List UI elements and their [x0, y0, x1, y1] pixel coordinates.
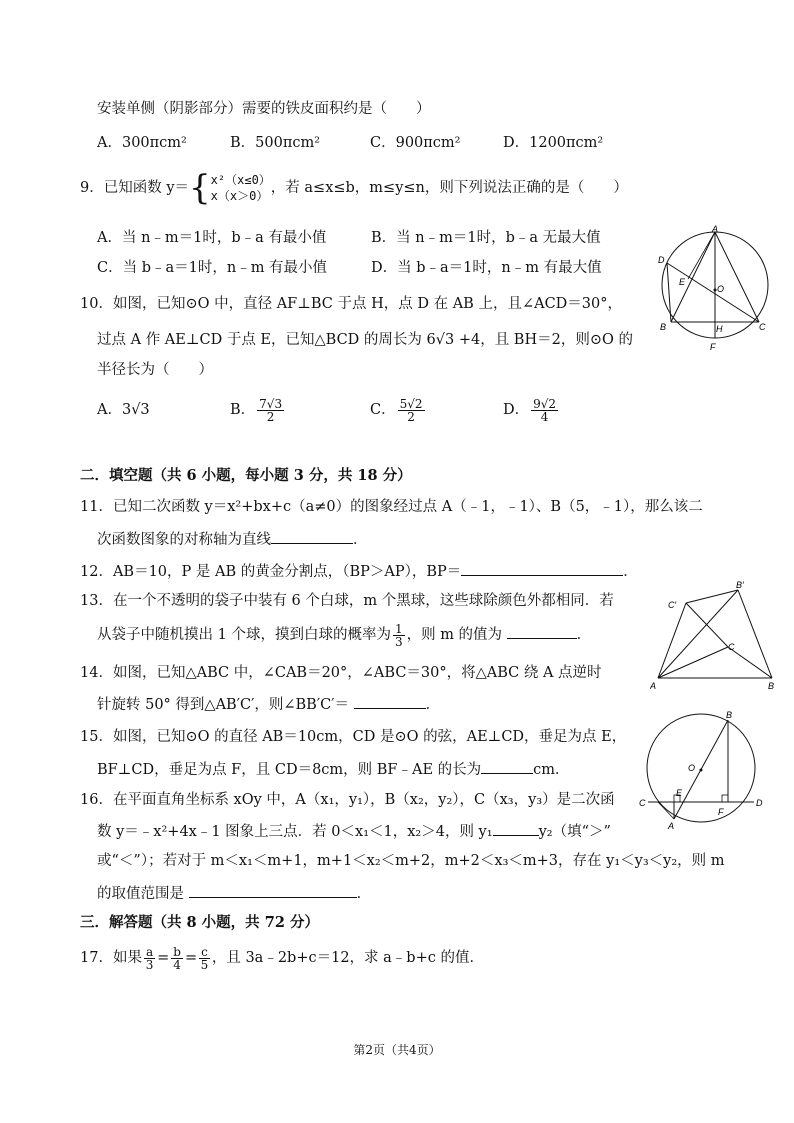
q11-line2-text: 次函数图象的对称轴为直线 — [97, 532, 271, 548]
q17-frac-b-den: 4 — [173, 957, 181, 972]
q15-line2 — [97, 758, 570, 780]
q9-piecewise — [211, 172, 271, 204]
q17-frac-c-num: c — [201, 944, 208, 959]
q10-fig-label-e: E — [679, 277, 686, 287]
q10-fig-label-b: B — [660, 322, 667, 332]
q10-fig-label-h: H — [716, 324, 723, 334]
q11-end: ． — [353, 532, 368, 548]
q9-brace: { — [189, 168, 211, 208]
q13-frac-den: 3 — [394, 634, 403, 649]
q16-line4 — [97, 882, 371, 904]
q14-line2-text: 针旋转 50° 得到△AB′C′，则∠BB′C′＝ — [97, 697, 350, 713]
q10-option-d-fraction — [531, 398, 558, 423]
q8-option-d: D．1200πcm² — [503, 135, 604, 151]
q15-line1: 15．如图，已知⊙O 的直径 AB＝10cm，CD 是⊙O 的弦，AE⊥CD，垂足为点 E， — [80, 729, 627, 745]
q13-line2 — [97, 618, 591, 652]
q13-end: ． — [576, 627, 592, 643]
q10-option-c-den: 2 — [407, 409, 415, 424]
q17-frac-a-den: 3 — [145, 957, 154, 972]
q10-option-a: A．3√3 — [97, 402, 150, 418]
q17-frac-c-den: 5 — [200, 957, 209, 972]
page-footer: 第2页（共4页） — [353, 1043, 441, 1057]
q16-end: ． — [356, 886, 372, 902]
q15-fig-label-b: B — [726, 710, 733, 720]
q8-option-b: B．500πcm² — [230, 135, 321, 151]
q16-line1: 16．在平面直角坐标系 xOy 中，A（x₁，y₁），B（x₂，y₂），C（x₃，y₃）是二次函 — [80, 792, 615, 808]
section-3-heading: 三．解答题（共 8 小题，共 72 分） — [80, 914, 319, 931]
q10-fig-label-f: F — [710, 342, 716, 352]
q16-line2a: 数 y＝﹣x²+4x﹣1 图象上三点．若 0＜x₁＜1，x₂＞4，则 y₁ — [97, 824, 493, 840]
q14-fig-label-c: C — [728, 642, 735, 652]
q9-stem-a: 9．已知函数 y＝ — [80, 180, 190, 196]
q8-option-c: C．900πcm² — [370, 135, 461, 151]
q10-option-c — [370, 390, 427, 430]
q17-frac-b — [171, 946, 183, 971]
q10-option-d-label: D． — [503, 402, 530, 418]
q9-piece2: x（x＞0） — [210, 189, 269, 203]
q14-line1: 14．如图，已知△ABC 中，∠CAB＝20°，∠ABC＝30°，将△ABC 绕 A 点逆时 — [80, 665, 602, 681]
q17-prefix: 17．如果 — [80, 950, 142, 966]
q17-line — [80, 940, 484, 976]
q9-option-c: C．当 b﹣a＝1时，n﹣m 有最小值 — [97, 260, 328, 276]
q15-fig-label-f: F — [718, 807, 724, 817]
q9-option-d: D．当 b﹣a＝1时，n﹣m 有最大值 — [371, 260, 602, 276]
q14-answer-blank[interactable] — [354, 693, 426, 709]
q15-line2b: cm． — [533, 762, 570, 778]
q10-fig-label-a: A — [712, 225, 719, 234]
q8-stem-tail: 安装单侧（阴影部分）需要的铁皮面积约是（ ） — [97, 101, 431, 117]
q15-fig-label-e: E — [676, 788, 683, 798]
q10-fig-label-d: D — [658, 255, 665, 265]
q10-option-c-num: 5√2 — [399, 396, 423, 411]
q14-fig-label-b: B — [768, 681, 775, 691]
q13-frac-num: 1 — [394, 621, 403, 636]
q17-eq1: = — [157, 950, 170, 966]
q10-option-d-den: 4 — [540, 409, 549, 424]
q10-line1: 10．如图，已知⊙O 中，直径 AF⊥BC 于点 H，点 D 在 AB 上，且∠ACD＝30°， — [80, 296, 622, 312]
q12-text: 12．AB＝10，P 是 AB 的黄金分割点，（BP＞AP），BP＝ — [80, 564, 462, 580]
q17-frac-a-num: a — [145, 944, 154, 959]
q15-fig-label-c: C — [639, 798, 646, 808]
section-2-heading: 二．填空题（共 6 小题，每小题 3 分，共 18 分） — [80, 467, 412, 484]
q17-frac-c — [199, 946, 210, 971]
q10-option-b-fraction — [257, 398, 284, 423]
q14-fig-label-cp: C′ — [668, 600, 677, 610]
q13-line2a: 从袋子中随机摸出 1 个球，摸到白球的概率为 — [97, 627, 391, 643]
q16-line2 — [97, 820, 611, 842]
q16-answer-blank-2[interactable] — [189, 882, 357, 898]
q10-option-b-den: 2 — [266, 409, 275, 424]
q9-option-b: B．当 n﹣m＝1时，b﹣a 无最大值 — [371, 230, 601, 246]
q14-fig-label-a: A — [650, 681, 657, 691]
q10-option-c-label: C． — [370, 402, 396, 418]
q10-line3: 半径长为（ ） — [97, 362, 213, 378]
q15-fig-label-d: D — [756, 798, 763, 808]
q12-line — [80, 560, 638, 582]
q17-frac-b-num: b — [173, 944, 181, 959]
q17-frac-a — [144, 946, 155, 971]
q9-option-a: A．当 n﹣m＝1时，b﹣a 有最小值 — [97, 230, 327, 246]
q9-piece1: x²（x≤0） — [210, 173, 271, 187]
q15-answer-blank[interactable] — [481, 758, 533, 774]
q17-suffix: ，且 3a﹣2b+c＝12，求 a﹣b+c 的值． — [211, 950, 484, 966]
q16-line4-text: 的取值范围是 — [97, 886, 184, 902]
q9-stem — [80, 168, 628, 208]
q10-option-d — [503, 390, 560, 430]
q14-triangle-figure — [650, 580, 780, 692]
q14-fig-label-bp: B′ — [736, 580, 744, 590]
q14-line2 — [97, 693, 440, 715]
q11-line2 — [97, 528, 368, 550]
q10-fig-label-c: C — [759, 322, 766, 332]
q11-answer-blank[interactable] — [271, 528, 353, 544]
q11-line1: 11．已知二次函数 y＝x²+bx+c（a≠0）的图象经过点 A（﹣1，﹣1）、B（5，﹣1），那么该二 — [80, 499, 703, 515]
q16-line3: 或“＜”）；若对于 m＜x₁＜m+1，m+1＜x₂＜m+2，m+2＜x₃＜m+3，存在 y₁＜y₃＜y₂，则 m — [97, 853, 725, 869]
q15-fig-label-a: A — [668, 821, 675, 831]
q10-circle-figure — [655, 225, 775, 355]
q14-end: ． — [425, 697, 441, 713]
q10-option-b-label: B． — [230, 402, 256, 418]
q9-stem-b: ，若 a≤x≤b，m≤y≤n，则下列说法正确的是（ ） — [270, 180, 628, 196]
q17-eq2: = — [184, 950, 198, 966]
q15-line2a: BF⊥CD，垂足为点 F，且 CD＝8cm，则 BF﹣AE 的长为 — [97, 762, 482, 778]
q13-answer-blank[interactable] — [507, 623, 577, 639]
q15-circle-figure — [638, 705, 768, 833]
q16-answer-blank-1[interactable] — [493, 820, 539, 836]
q15-fig-label-o: O — [688, 763, 696, 773]
q13-line1: 13．在一个不透明的袋子中装有 6 个白球，m 个黑球，这些球除颜色外都相同．若 — [80, 593, 614, 609]
q10-line2: 过点 A 作 AE⊥CD 于点 E，已知△BCD 的周长为 6√3 +4，且 BH＝2，则⊙O 的 — [97, 332, 633, 348]
q16-line2b: y₂（填“＞” — [538, 824, 611, 840]
q10-option-d-num: 9√2 — [533, 396, 557, 411]
q12-answer-blank[interactable] — [461, 560, 623, 576]
q13-line2b: ，则 m 的值为 — [406, 627, 503, 643]
q8-option-a: A．300πcm² — [97, 135, 187, 151]
q10-option-b — [230, 390, 286, 430]
q12-end: ． — [623, 564, 638, 580]
q10-option-b-num: 7√3 — [259, 396, 283, 411]
q10-fig-label-o: O — [717, 284, 725, 294]
q13-fraction — [393, 623, 405, 648]
q10-option-c-fraction — [398, 398, 425, 423]
